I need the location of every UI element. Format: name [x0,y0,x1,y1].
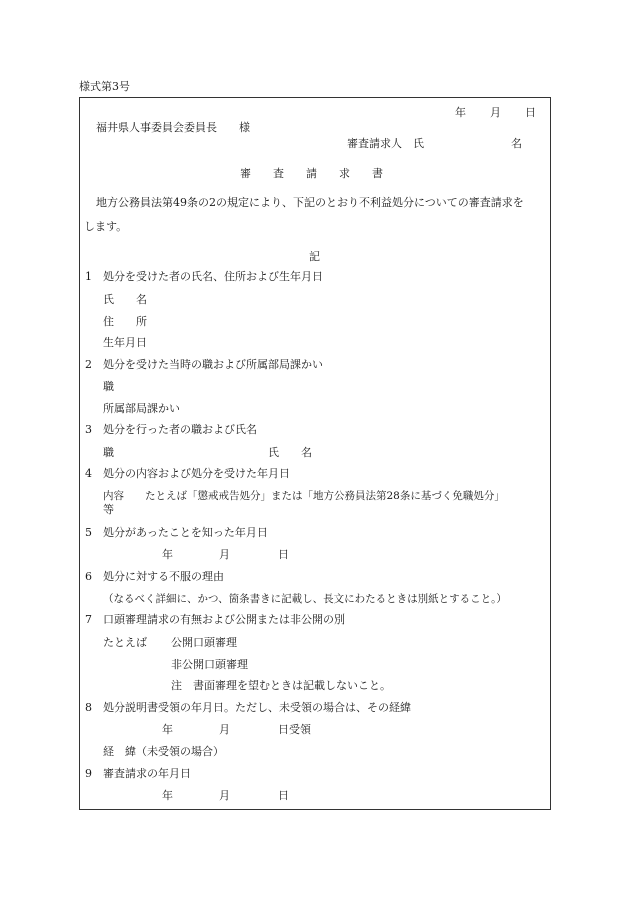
form-number: 様式第3号 [79,80,130,93]
date-month: 月 [219,789,230,802]
date-month: 月 [219,723,230,736]
item-heading: 処分を行った者の職および氏名 [103,423,257,436]
item-number: 6 [85,570,92,583]
date-day: 日 [278,548,289,561]
item-heading: 処分の内容および処分を受けた年月日 [103,467,290,480]
intro-line-2: します。 [84,220,128,233]
item-number: 8 [85,701,92,714]
option-private: 非公開口頭審理 [171,658,248,671]
ki-marker: 記 [309,250,320,263]
item-heading: 処分があったことを知った年月日 [103,526,268,539]
date-day: 日 [278,789,289,802]
item-number: 3 [85,423,92,436]
requester-label: 審査請求人 氏 [347,137,424,150]
field-label-position: 職 [103,446,114,459]
header-month: 月 [490,106,501,119]
field-note: 注 書面審理を望むときは記載しないこと。 [171,679,391,692]
header-year: 年 [455,106,466,119]
item-heading: 口頭審理請求の有無および公開または非公開の別 [103,613,345,626]
field-label-example: たとえば [103,636,147,649]
addressee: 福井県人事委員会委員長 様 [96,121,250,134]
header-day: 日 [525,106,536,119]
item-number: 1 [85,270,92,283]
field-label-address: 住 所 [103,315,147,328]
field-label-content: 内容 たとえば「懲戒戒告処分」または「地方公務員法第28条に基づく免職処分」 [103,490,505,502]
date-year: 年 [162,723,173,736]
field-label-background: 経 緯（未受領の場合） [103,745,224,758]
item-heading: 処分を受けた者の氏名、住所および生年月日 [103,270,323,283]
option-public: 公開口頭審理 [171,636,237,649]
field-label-etc: 等 [103,503,114,516]
item-heading: 処分説明書受領の年月日。ただし、未受領の場合は、その経緯 [103,701,411,714]
field-label-name: 氏 名 [103,293,147,306]
date-day-received: 日受領 [278,723,311,736]
intro-line-1: 地方公務員法第49条の2の規定により、下記のとおり不利益処分についての審査請求を [96,196,524,209]
document-title: 審 査 請 求 書 [240,167,383,180]
date-year: 年 [162,789,173,802]
item-number: 2 [85,358,92,371]
item-number: 4 [85,467,92,480]
item-number: 9 [85,767,92,780]
field-label-department: 所属部局課かい [103,402,180,415]
requester-name-suffix: 名 [511,137,522,150]
item-number: 7 [85,613,92,626]
date-year: 年 [162,548,173,561]
field-note: （なるべく詳細に、かつ、箇条書きに記載し、長文にわたるときは別紙とすること。） [103,593,507,605]
field-label-name: 氏 名 [268,446,312,459]
field-label-birthdate: 生年月日 [103,336,147,349]
item-heading: 処分に対する不服の理由 [103,570,224,583]
field-label-position: 職 [103,380,114,393]
item-heading: 審査請求の年月日 [103,767,191,780]
date-month: 月 [219,548,230,561]
item-heading: 処分を受けた当時の職および所属部局課かい [103,358,323,371]
item-number: 5 [85,526,92,539]
